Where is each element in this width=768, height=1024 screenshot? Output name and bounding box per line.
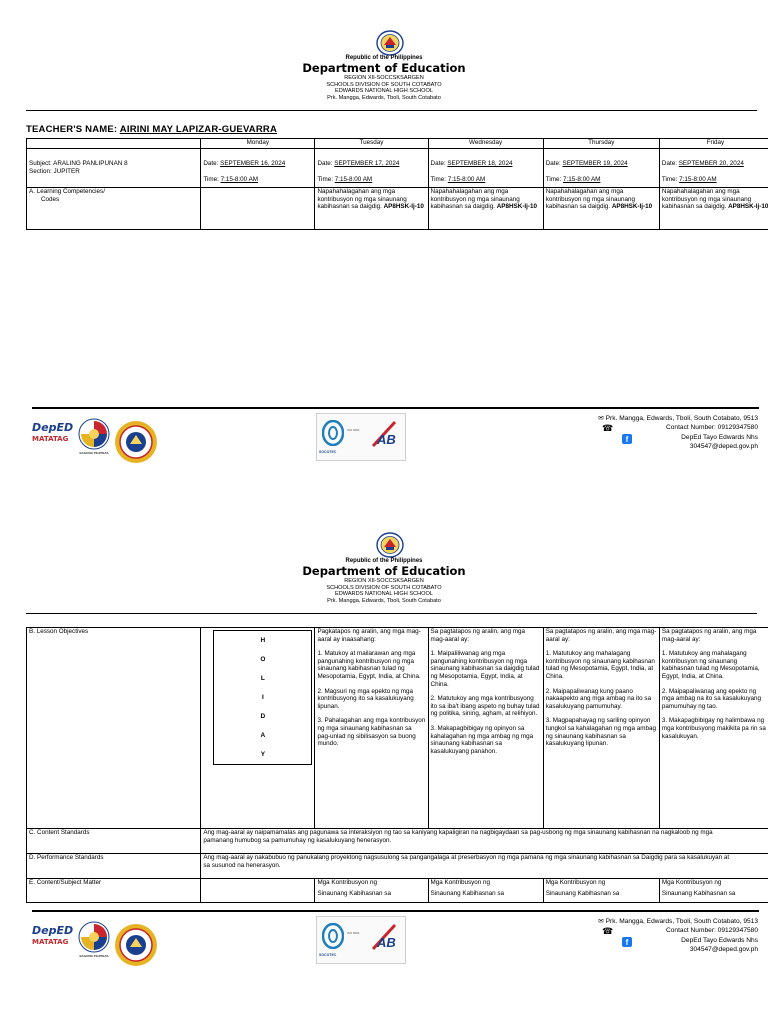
holiday-letter: Y — [260, 750, 266, 758]
deped-matatag-logo — [32, 422, 76, 444]
footer-contact: Contact Number: 09129347580 — [665, 927, 758, 935]
address-line: Prk. Mangga, Edwards, Tboli, South Cotabato — [327, 94, 441, 101]
letterhead — [0, 55, 768, 101]
blank-cell — [27, 139, 201, 149]
objective-item: 2. Maipapaliwanag kung paano nakaapekto ang mga ambag na ito sa kasalukuyang pamumuhay. — [545, 687, 652, 710]
objectives-thursday — [543, 628, 659, 829]
holiday-letter: O — [260, 655, 266, 663]
competency-code: AP8HSK-Ij-10 — [611, 203, 653, 211]
competency-thursday — [543, 188, 659, 230]
school-line: EDWARDS NATIONAL HIGH SCHOOL — [334, 88, 433, 95]
objective-intro: Sa pagtatapos ng aralin, ang mga mag-aaral ay: — [430, 628, 526, 643]
date-value: SEPTEMBER 16, 2024 — [220, 160, 286, 167]
division-line: SCHOOLS DIVISION OF SOUTH COTABATO — [326, 81, 442, 88]
phone-icon: ☎ — [602, 926, 614, 936]
iso-certification-badges — [316, 916, 406, 964]
section-line: Section: JUPITER — [29, 167, 80, 175]
socotec-label: SOCOTEC — [319, 450, 337, 454]
competency-row — [27, 188, 768, 230]
subject-matter-line: Mga Kontribusyon ng — [317, 879, 377, 886]
competency-text: Napahahalagahan ang mga kontribusyon ng mga sinaunang kabihasnan sa daigdig. — [545, 188, 635, 211]
footer-email: 304547@deped.gov.ph — [689, 946, 758, 954]
address-row — [560, 414, 758, 423]
republic-line: Republic of the Philippines — [345, 55, 423, 61]
competency-label-cell — [27, 188, 201, 230]
objective-intro: Sa pagtatapos ng aralin, ang mga mag-aaral ay: — [545, 628, 657, 643]
date-value: SEPTEMBER 20, 2024 — [678, 160, 744, 167]
matatag-logo-text: MATATAG — [32, 435, 69, 443]
date-label: Date: — [317, 160, 333, 167]
mail-icon: ✉ — [598, 415, 604, 422]
holiday-letter: D — [260, 712, 266, 720]
time-label: Time: — [430, 175, 447, 183]
performance-standards-label-cell — [27, 854, 201, 879]
date-label: Date: — [661, 160, 677, 167]
region-line: REGION XII-SOCCSKSARGEN — [344, 75, 424, 81]
objective-item: 3. Makapagbibigay ng opinyon sa kahalagahan ng mga ambag ng mga sinaunang kabihasnan sa kasalukuyang panahon. — [430, 724, 534, 755]
deped-seal-icon — [375, 30, 405, 56]
facebook-row — [560, 433, 758, 442]
address-row — [560, 917, 758, 926]
svg-text:AB: AB — [377, 935, 396, 950]
matatag-logo-text: MATATAG — [32, 938, 69, 946]
school-seal-icon — [114, 923, 158, 967]
header-divider — [26, 613, 757, 614]
date-value: SEPTEMBER 19, 2024 — [562, 160, 628, 167]
subject-matter-row — [27, 879, 768, 903]
subject-cell — [27, 149, 201, 188]
subject-matter-label: E. Content/Subject Matter — [29, 879, 102, 886]
lesson-plan-table-2 — [26, 627, 768, 903]
objectives-tuesday — [315, 628, 428, 829]
footer-divider — [32, 910, 759, 912]
contact-block — [560, 414, 758, 452]
holiday-letter: L — [260, 674, 265, 682]
competency-text: Napahahalagahan ang mga kontribusyon ng mga sinaunang kabihasnan sa daigdig. — [317, 188, 407, 211]
bagong-pilipinas-text: BAGONG PILIPINAS — [79, 451, 109, 455]
subject-matter-line: Mga Kontribusyon ng — [545, 879, 606, 886]
facebook-icon: f — [622, 434, 632, 444]
teacher-name — [26, 124, 277, 135]
content-standards-label-cell — [27, 829, 201, 854]
socotec-icon — [322, 420, 344, 446]
time-value: 7:15-8:00 AM — [562, 175, 601, 183]
subject-matter-tuesday — [315, 879, 428, 903]
holiday-letter: H — [260, 636, 266, 644]
svg-text:AB: AB — [377, 432, 396, 447]
iso-certification-badges — [316, 413, 406, 461]
contact-block — [560, 917, 758, 955]
day-thursday: Thursday — [543, 139, 659, 149]
pab-icon — [369, 420, 401, 450]
competency-code: AP8HSK-Ij-10 — [496, 203, 537, 211]
time-value: 7:15-8:00 AM — [334, 175, 373, 183]
pab-icon — [369, 923, 401, 953]
content-standards-text: Ang mag-aaral ay naipamamalas ang pagunawa sa interaksiyon ng tao sa kaniyang kapaligiran na nagbigaydaan sa pag-usbong ng mga sinaunang kabihasnan na nagkaloob ng mga pamanang humubog sa pamumuhay ng kasalukuyang henerasyon. — [201, 829, 768, 854]
time-label: Time: — [545, 175, 562, 183]
bagong-pilipinas-icon — [78, 418, 110, 450]
objective-item: 1. Matutukoy ang mahalagang kontribusyon ng sinaunang kabihasnan tulad ng Mesopotamia, Egypt, India, at China. — [661, 650, 760, 680]
department-title: Department of Education — [302, 564, 466, 578]
school-seal-icon — [114, 420, 158, 464]
time-label: Time: — [203, 175, 219, 183]
subject-matter-line: Sinaunang Kabihasnan sa — [317, 889, 391, 897]
objectives-label: B. Lesson Objectives — [29, 628, 89, 635]
date-cell-tuesday — [315, 149, 428, 188]
objective-intro: Sa pagtatapos ng aralin, ang mga mag-aaral ay: — [661, 628, 757, 643]
phone-icon: ☎ — [602, 423, 614, 433]
performance-standards-row — [27, 854, 768, 879]
objectives-wednesday — [428, 628, 543, 829]
time-label: Time: — [317, 175, 333, 183]
time-value: 7:15-8:00 AM — [220, 175, 259, 183]
subject-matter-line: Sinaunang Kabihasnan sa — [430, 889, 505, 897]
subject-matter-wednesday — [428, 879, 543, 903]
performance-standards-label: D. Performance Standards — [29, 854, 104, 861]
subject-matter-monday — [201, 879, 315, 903]
objective-item: 2. Magsuri ng mga epekto ng mga kontribusyong ito sa kasalukuyang lipunan. — [317, 687, 414, 710]
objective-item: 1. Matukoy at mailarawan ang mga pangunahing kontribusyon ng mga sinaunang kabihasnan tulad ng Mesopotamia, Egypt, India, at China. — [317, 650, 421, 680]
header-divider — [26, 110, 757, 111]
lesson-plan-table-1 — [26, 138, 768, 230]
time-label: Time: — [661, 175, 678, 183]
teacher-label: TEACHER'S NAME: — [26, 124, 118, 135]
date-value: SEPTEMBER 18, 2024 — [447, 160, 513, 167]
footer-email: 304547@deped.gov.ph — [689, 443, 758, 451]
content-standards-label: C. Content Standards — [29, 829, 90, 836]
subject-matter-label-cell — [27, 879, 201, 903]
mail-icon: ✉ — [598, 918, 604, 925]
objectives-label-cell — [27, 628, 201, 829]
footer-address: Prk. Mangga, Edwards, Tboli, South Cotabato, 9513 — [605, 415, 758, 422]
date-value: SEPTEMBER 17, 2024 — [334, 160, 400, 167]
holiday-cell — [201, 628, 315, 829]
deped-logo-text: DepED — [32, 924, 74, 937]
performance-standards-text: Ang mag-aaral ay nakabubuo ng panukalang proyektong nagsusulong sa pangangalaga at preserbasyon ng mga pamana ng mga sinaunang kabihasnan sa Daigdig para sa kasalukuyan at sa susunod na henerasyon. — [201, 854, 768, 879]
date-cell-friday — [659, 149, 768, 188]
competency-tuesday — [315, 188, 428, 230]
phone-row — [560, 423, 758, 432]
footer-contact: Contact Number: 09129347580 — [665, 424, 758, 432]
date-cell-monday — [201, 149, 315, 188]
iso-label: ISO 9001 — [347, 931, 360, 935]
email-row — [560, 945, 758, 954]
deped-seal-icon — [375, 532, 405, 558]
day-header-row — [27, 139, 768, 149]
competency-text: Napahahalagahan ang mga kontribusyon ng mga sinaunang kabihasnan sa daigdig. — [430, 188, 520, 211]
republic-line: Republic of the Philippines — [345, 558, 423, 564]
time-value: 7:15-8:00 AM — [447, 175, 486, 183]
deped-logo-text: DepED — [32, 421, 74, 434]
objective-item: 2. Matutukoy ang mga kontribusyong ito sa iba't ibang aspeto ng buhay tulad ng politika, sining, agham, at relihiyon. — [430, 695, 540, 718]
competency-label-codes: Codes — [41, 195, 60, 203]
address-line: Prk. Mangga, Edwards, Tboli, South Cotabato — [327, 597, 441, 604]
date-label: Date: — [545, 160, 561, 167]
competency-monday — [201, 188, 315, 230]
objectives-friday — [659, 628, 768, 829]
subject-matter-line: Sinaunang Kabihasnan sa — [661, 889, 736, 897]
subject-matter-thursday — [543, 879, 659, 903]
socotec-label: SOCOTEC — [319, 953, 337, 957]
region-line: REGION XII-SOCCSKSARGEN — [344, 578, 424, 584]
day-monday: Monday — [201, 139, 315, 149]
date-cell-thursday — [543, 149, 659, 188]
objective-item: 2. Maipapaliwanag ang epekto ng mga ambag na ito sa kasalukuyang pamumuhay ng tao. — [661, 687, 761, 710]
objective-intro: Pagkatapos ng aralin, ang mga mag-aaral ay inaasahang: — [317, 628, 421, 643]
subject-matter-line: Mga Kontribusyon ng — [661, 879, 722, 886]
objective-item: 1. Matutukoy ang mahalagang kontribusyon ng sinaunang kabihasnan tulad ng Mesopotamia, Egypt, India, at China. — [545, 650, 655, 680]
date-cell-wednesday — [428, 149, 543, 188]
subject-matter-friday — [659, 879, 768, 903]
phone-row — [560, 926, 758, 935]
date-row — [27, 149, 768, 188]
facebook-row — [560, 936, 758, 945]
email-row — [560, 442, 758, 451]
iso-label: ISO 9001 — [347, 428, 360, 432]
objectives-row — [27, 628, 768, 829]
bagong-pilipinas-text: BAGONG PILIPINAS — [79, 954, 109, 958]
content-standards-row — [27, 829, 768, 854]
time-value: 7:15-8:00 AM — [679, 175, 717, 183]
footer-facebook: DepEd Tayo Edwards Nhs — [681, 936, 758, 944]
department-title: Department of Education — [302, 61, 466, 75]
date-label: Date: — [430, 160, 446, 167]
day-wednesday: Wednesday — [428, 139, 543, 149]
competency-friday — [659, 188, 768, 230]
deped-matatag-logo — [32, 925, 76, 947]
school-line: EDWARDS NATIONAL HIGH SCHOOL — [334, 591, 433, 598]
holiday-box — [213, 630, 312, 765]
objective-item: 3. Pahalagahan ang mga kontribusyon ng mga sinaunang kabihasnan sa pag-unlad ng sibilisasyon sa buong mundo. — [317, 717, 426, 748]
subject-matter-line: Mga Kontribusyon ng — [430, 879, 491, 886]
objective-item: 1. Maipaliliwanag ang mga pangunahing kontribusyon ng mga sinaunang kabihasnan sa daigdig tulad ng Mesopotamia, Egypt, India, at China. — [430, 650, 540, 688]
objective-item: 3. Magpapahayag ng sariling opinyon tungkol sa kahalagahan ng mga ambag ng sinaunang kabihasnan sa kasalukuyang lipunan. — [545, 717, 656, 748]
competency-code: AP8HSK-Ij-10 — [728, 203, 768, 211]
holiday-letter: I — [261, 693, 264, 701]
bagong-pilipinas-icon — [78, 921, 110, 953]
day-friday: Friday — [659, 139, 768, 149]
footer-address: Prk. Mangga, Edwards, Tboli, South Cotabato, 9513 — [605, 918, 758, 925]
footer-facebook: DepEd Tayo Edwards Nhs — [681, 433, 758, 441]
competency-code: AP8HSK-Ij-10 — [383, 203, 424, 211]
day-tuesday: Tuesday — [315, 139, 428, 149]
subject-matter-line: Sinaunang Kabihasnan sa — [545, 889, 620, 897]
objective-item: 3. Makapagbibigay ng halimbawa ng mga kontribusyong makikita pa rin sa kasalukuyan. — [661, 717, 766, 740]
letterhead-page-2 — [0, 558, 768, 604]
competency-wednesday — [428, 188, 543, 230]
socotec-icon — [322, 923, 344, 949]
footer-divider — [32, 407, 759, 409]
competency-label: A. Learning Competencies/ — [29, 188, 105, 195]
date-label: Date: — [203, 160, 219, 167]
facebook-icon: f — [622, 937, 632, 947]
teacher-value: AIRINI MAY LAPIZAR-GUEVARRA — [119, 124, 278, 135]
subject-line: Subject: ARALING PANLIPUNAN 8 — [29, 160, 128, 167]
holiday-letter: A — [260, 731, 266, 739]
competency-text: Napahahalagahan ang mga kontribusyon ng mga sinaunang kabihasnan sa daigdig. — [661, 188, 752, 211]
division-line: SCHOOLS DIVISION OF SOUTH COTABATO — [326, 584, 442, 591]
